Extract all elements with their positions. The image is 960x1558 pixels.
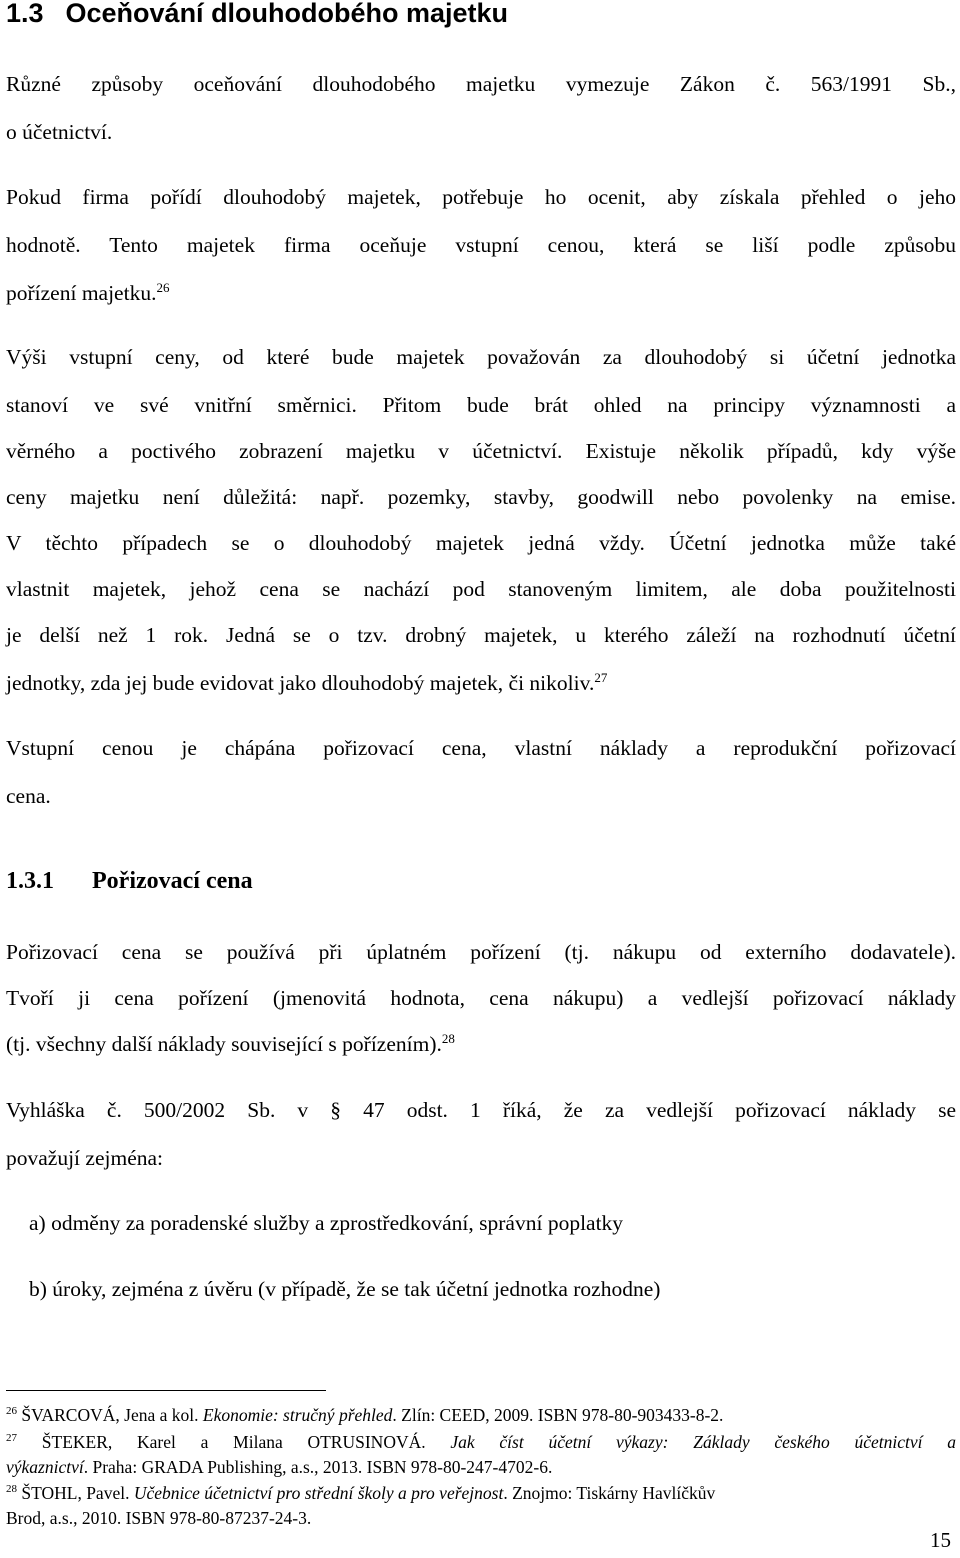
footnote-26-author: ŠVARCOVÁ, Jena a kol.	[21, 1405, 199, 1425]
footnote-ref-26[interactable]: 26	[156, 280, 170, 295]
paragraph-3-line-1: Výši vstupní ceny, od které bude majetek považován za dlouhodobý si účetní jednotka	[6, 345, 956, 369]
footnote-28-line-1	[6, 1482, 956, 1504]
page-number: 15	[930, 1528, 951, 1552]
paragraph-1-line-2: o účetnictví.	[6, 120, 113, 144]
paragraph-2-line-3-text: pořízení majetku.	[6, 281, 157, 305]
footnote-27-line-1	[6, 1431, 956, 1453]
footnote-28-publisher-part-1: . Znojmo: Tiskárny Havlíčkův	[503, 1483, 716, 1503]
paragraph-3-line-5: V těchto případech se o dlouhodobý majetek jedná vždy. Účetní jednotka může také	[6, 531, 956, 555]
footnote-28-line-2: Brod, a.s., 2010. ISBN 978-80-87237-24-3.	[6, 1508, 312, 1528]
footnote-28-title: Učebnice účetnictví pro střední školy a pro veřejnost	[133, 1483, 504, 1503]
footnote-26	[6, 1404, 956, 1426]
paragraph-6-line-2: považují zejména:	[6, 1146, 163, 1170]
paragraph-3-line-6: vlastnit majetek, jehož cena se nachází pod stanoveným limitem, ale doba použitelnosti	[6, 577, 956, 601]
paragraph-4-line-1: Vstupní cenou je chápána pořizovací cena, vlastní náklady a reprodukční pořizovací	[6, 736, 956, 760]
list-item-a: a) odměny za poradenské služby a zprostředkování, správní poplatky	[29, 1211, 624, 1235]
section-number: 1.3	[6, 0, 44, 28]
paragraph-2-line-1: Pokud firma pořídí dlouhodobý majetek, potřebuje ho ocenit, aby získala přehled o jeho	[6, 185, 956, 209]
section-heading	[6, 0, 508, 29]
footnote-26-number: 26	[6, 1405, 17, 1417]
footnote-separator	[6, 1390, 326, 1391]
footnote-27-title-part-1: Jak číst účetní výkazy: Základy českého účetnictví a	[450, 1432, 957, 1452]
paragraph-3-line-2: stanoví ve své vnitřní směrnici. Přitom bude brát ohled na principy významnosti a	[6, 393, 956, 417]
footnote-ref-27[interactable]: 27	[594, 670, 608, 685]
paragraph-5-line-3-text: (tj. všechny další náklady související s pořízením).	[6, 1032, 442, 1056]
section-title: Oceňování dlouhodobého majetku	[65, 0, 509, 28]
paragraph-3-line-7: je delší než 1 rok. Jedná se o tzv. drobný majetek, u kterého záleží na rozhodnutí účetní	[6, 623, 956, 647]
footnote-26-title: Ekonomie: stručný přehled	[202, 1405, 393, 1425]
paragraph-2-line-2: hodnotě. Tento majetek firma oceňuje vstupní cenou, která se liší podle způsobu	[6, 233, 956, 257]
subsection-heading	[6, 868, 253, 895]
footnote-ref-28[interactable]: 28	[441, 1031, 455, 1046]
footnote-27-publisher: . Praha: GRADA Publishing, a.s., 2013. ISBN 978-80-247-4702-6.	[83, 1457, 553, 1477]
paragraph-3-line-8-text: jednotky, zda jej bude evidovat jako dlouhodobý majetek, či nikoliv.	[6, 671, 595, 695]
paragraph-2-line-3	[6, 279, 956, 307]
footnote-27-author: ŠTEKER, Karel a Milana OTRUSINOVÁ.	[41, 1432, 426, 1452]
footnote-27-line-2	[6, 1456, 956, 1478]
paragraph-3-line-4: ceny majetku není důležitá: např. pozemky, stavby, goodwill nebo povolenky na emise.	[6, 485, 956, 509]
list-item-b: b) úroky, zejména z úvěru (v případě, že se tak účetní jednotka rozhodne)	[29, 1277, 661, 1301]
paragraph-4-line-2: cena.	[6, 784, 51, 808]
paragraph-5-line-3	[6, 1030, 956, 1058]
paragraph-3-line-3: věrného a poctivého zobrazení majetku v účetnictví. Existuje několik případů, kdy výše	[6, 439, 956, 463]
paragraph-6-line-1: Vyhláška č. 500/2002 Sb. v § 47 odst. 1 říká, že za vedlejší pořizovací náklady se	[6, 1098, 956, 1122]
footnote-28-author: ŠTOHL, Pavel.	[21, 1483, 130, 1503]
paragraph-5-line-2: Tvoří ji cena pořízení (jmenovitá hodnota, cena nákupu) a vedlejší pořizovací náklady	[6, 986, 956, 1010]
footnote-27-number: 27	[6, 1432, 17, 1444]
subsection-number: 1.3.1	[6, 868, 54, 894]
subsection-title: Pořizovací cena	[92, 868, 253, 894]
paragraph-5-line-1: Pořizovací cena se používá při úplatném pořízení (tj. nákupu od externího dodavatele).	[6, 940, 956, 964]
paragraph-3-line-8	[6, 669, 956, 697]
footnote-28-number: 28	[6, 1483, 17, 1495]
footnote-26-publisher: . Zlín: CEED, 2009. ISBN 978-80-903433-8-2.	[392, 1405, 724, 1425]
footnote-27-title-part-2: výkaznictví	[6, 1457, 84, 1477]
paragraph-1-line-1: Různé způsoby oceňování dlouhodobého majetku vymezuje Zákon č. 563/1991 Sb.,	[6, 72, 956, 96]
